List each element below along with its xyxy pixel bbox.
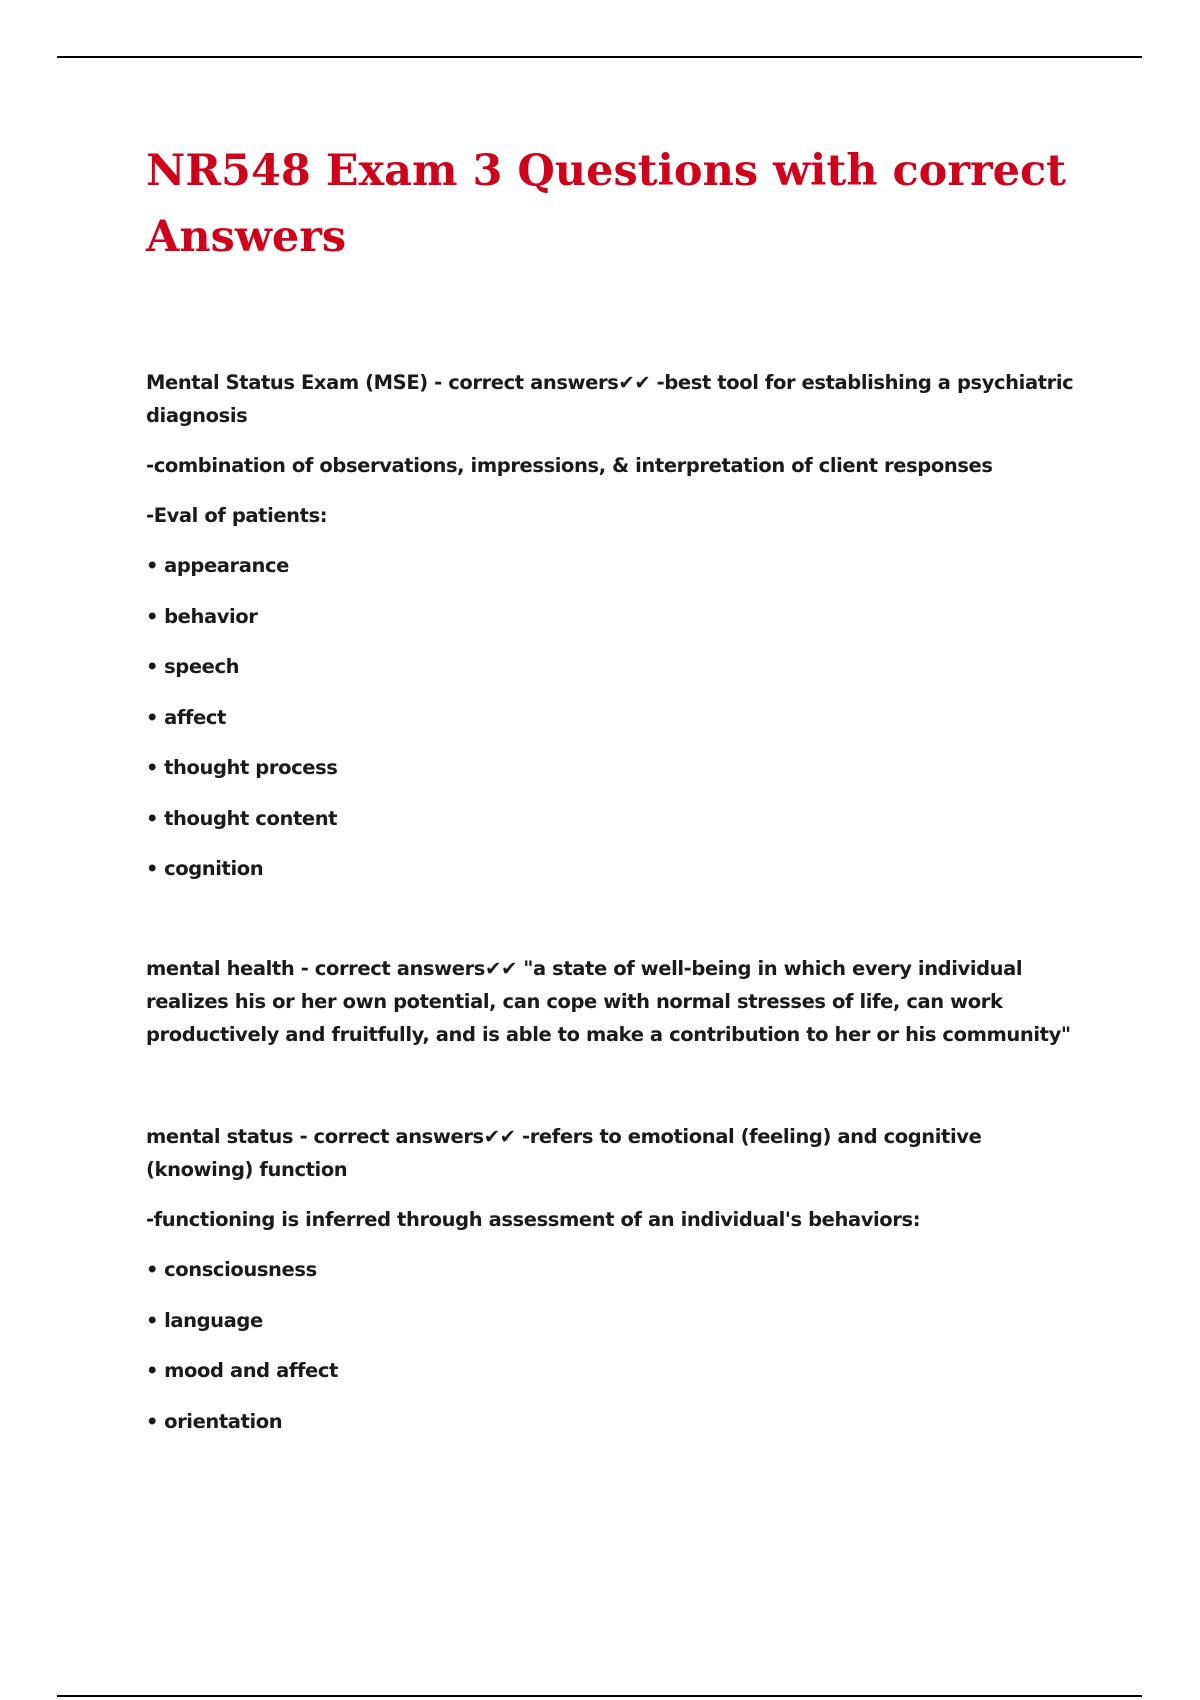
section-mental-status-exam — [146, 366, 1081, 903]
bullet-list — [146, 1253, 1081, 1438]
section-mental-status — [146, 1120, 1081, 1455]
top-rule — [57, 56, 1142, 58]
list-item: • affect — [146, 701, 1081, 734]
list-item: • thought content — [146, 802, 1081, 835]
section-mental-health — [146, 952, 1081, 1051]
list-item: • speech — [146, 650, 1081, 683]
section-term: Mental Status Exam (MSE) - correct answers✔✔ -best tool for establishing a psychiatric diagnosis — [146, 371, 1074, 427]
section-line: -Eval of patients: — [146, 504, 328, 527]
list-item: • consciousness — [146, 1253, 1081, 1286]
bullet-list — [146, 549, 1081, 885]
list-item: • mood and affect — [146, 1354, 1081, 1387]
section-term: mental status - correct answers✔✔ -refers to emotional (feeling) and cognitive (knowing) function — [146, 1125, 982, 1181]
section-line: -combination of observations, impressions, & interpretation of client responses — [146, 454, 993, 477]
bottom-rule — [57, 1695, 1142, 1697]
list-item: • thought process — [146, 751, 1081, 784]
list-item: • language — [146, 1304, 1081, 1337]
document-title: NR548 Exam 3 Questions with correct Answers — [146, 146, 1067, 262]
section-term: mental health - correct answers✔✔ "a state of well-being in which every individual realizes his or her own potential, can cope with normal stresses of life, can work productively and fruitfully, and is able to make a contribution to her or his community" — [146, 957, 1071, 1046]
list-item: • behavior — [146, 600, 1081, 633]
list-item: • orientation — [146, 1405, 1081, 1438]
list-item: • cognition — [146, 852, 1081, 885]
section-line: -functioning is inferred through assessment of an individual's behaviors: — [146, 1208, 921, 1231]
list-item: • appearance — [146, 549, 1081, 582]
